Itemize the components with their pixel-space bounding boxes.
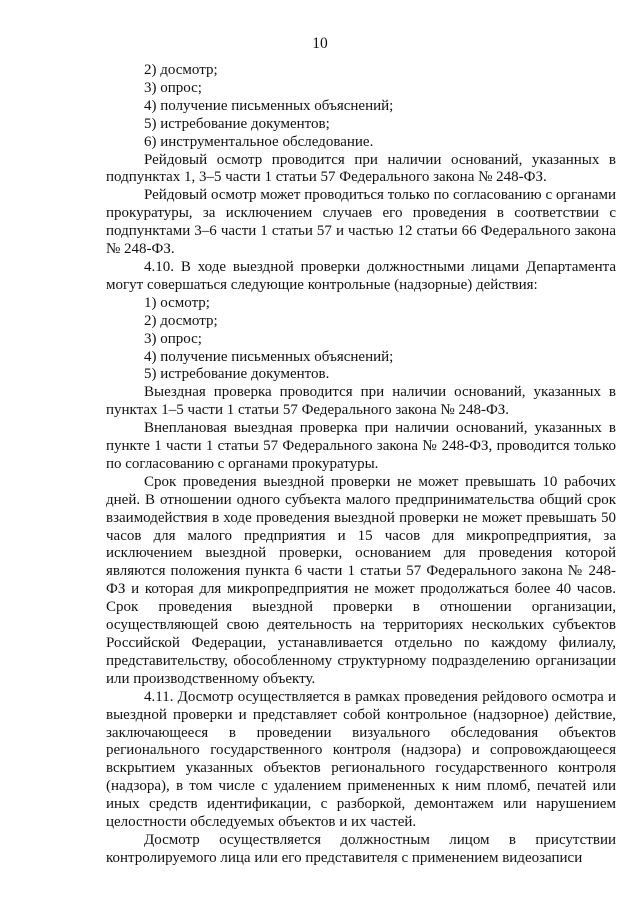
paragraph: Рейдовый осмотр проводится при наличии оснований, указанных в подпунктах 1, 3–5 части 1 статьи 57 Федерального закона № 248-ФЗ. bbox=[106, 151, 616, 186]
list-item: 4) получение письменных объяснений; bbox=[144, 348, 394, 365]
paragraph: Досмотр осуществляется должностным лицом в присутствии контролируемого лица или его представителя с применением видеозаписи bbox=[106, 831, 616, 866]
paragraph: Срок проведения выездной проверки не может превышать 10 рабочих дней. В отношении одного субъекта малого предпринимательства общий срок взаимодействия в ходе проведения выездной проверки не может превышать 50 часов для малого предприятия и 15 часов для микропредприятия, за исключением выездной проверки, основанием для проведения которой являются положения пункта 6 части 1 статьи 57 Федерального закона № 248-ФЗ и которая для микропредприятия не может продолжаться более 40 часов. Срок проведения выездной проверки в отношении организации, осуществляющей свою деятельность на территориях нескольких субъектов Российской Федерации, устанавливается отдельно по каждому филиалу, представительству, обособленному структурному подразделению организации или производственному объекту. bbox=[106, 473, 616, 687]
list-item: 5) истребование документов. bbox=[144, 366, 330, 383]
section-paragraph: 4.10. В ходе выездной проверки должностными лицами Департамента могут совершаться следующие контрольные (надзорные) действия: bbox=[106, 258, 616, 293]
paragraph: Рейдовый осмотр может проводиться только по согласованию с органами прокуратуры, за исключением случаев его проведения в соответствии с подпунктами 3–6 части 1 статьи 57 и частью 12 статьи 66 Федерального закона № 248-ФЗ. bbox=[106, 187, 616, 258]
list-item: 2) досмотр; bbox=[144, 312, 218, 329]
page-number: 10 bbox=[312, 35, 328, 52]
list-item: 3) опрос; bbox=[144, 79, 202, 96]
list-item: 2) досмотр; bbox=[144, 62, 218, 78]
document-body bbox=[106, 62, 616, 868]
section-paragraph: 4.11. Досмотр осуществляется в рамках проведения рейдового осмотра и выездной проверки и представляет собой контрольное (надзорное) действие, заключающееся в проведении визуального обследования объектов регионального государственного контроля (надзора) и сопровождающееся вскрытием указанных объектов регионального государственного контроля (надзора), в том числе с удалением примененных к ним пломб, печатей или иных средств идентификации, с разборкой, демонтажем или нарушением целостности обследуемых объектов и их частей. bbox=[106, 688, 616, 831]
list-item: 4) получение письменных объяснений; bbox=[144, 97, 394, 114]
list-item: 6) инструментальное обследование. bbox=[144, 133, 374, 150]
list-item: 3) опрос; bbox=[144, 330, 202, 347]
list-item: 5) истребование документов; bbox=[144, 115, 330, 132]
paragraph: Внеплановая выездная проверка при наличии оснований, указанных в пункте 1 части 1 статьи 57 Федерального закона № 248-ФЗ, проводится только по согласованию с органами прокуратуры. bbox=[106, 420, 616, 472]
list-item: 1) осмотр; bbox=[144, 294, 210, 311]
paragraph: Выездная проверка проводится при наличии оснований, указанных в пунктах 1–5 части 1 статьи 57 Федерального закона № 248-ФЗ. bbox=[106, 384, 616, 419]
